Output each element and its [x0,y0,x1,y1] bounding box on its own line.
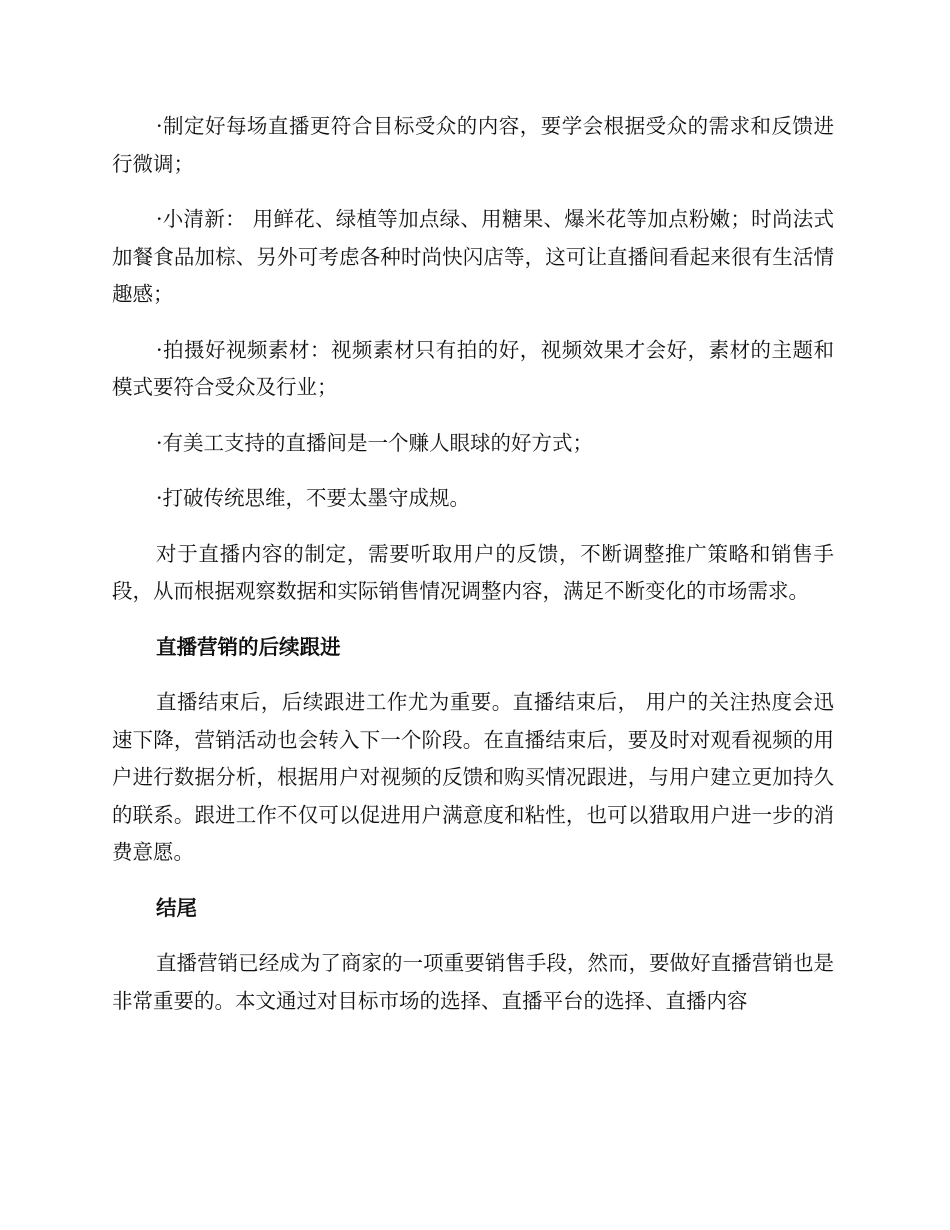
heading-conclusion: 结尾 [156,895,197,920]
paragraph-content-feedback: 对于直播内容的制定，需要听取用户的反馈，不断调整推广策略和销售手段，从而根据观察数据和实际销售情况调整内容，满足不断变化的市场需求。 [112,541,834,603]
bullet-item-video-material: ·拍摄好视频素材：视频素材只有拍的好，视频效果才会好，素材的主题和模式要符合受众及行业； [112,337,834,399]
bullet-item-content-fit: ·制定好每场直播更符合目标受众的内容，要学会根据受众的需求和反馈进行微调； [112,114,834,176]
bullet-item-art-support: ·有美工支持的直播间是一个赚人眼球的好方式； [156,430,594,455]
paragraph-followup: 直播结束后，后续跟进工作尤为重要。直播结束后， 用户的关注热度会迅速下降，营销活动也会转入下一个阶段。在直播结束后，要及时对观看视频的用户进行数据分析，根据用户对视频的反馈和购买情况跟进，与用户建立更加持久的联系。跟进工作不仅可以促进用户满意度和粘性，也可以猎取用户进一步的消费意愿。 [112,690,834,864]
bullet-item-break-tradition: ·打破传统思维，不要太墨守成规。 [156,486,471,510]
bullet-item-fresh-style: ·小清新： 用鲜花、绿植等加点绿、用糖果、爆米花等加点粉嫩；时尚法式加餐食品加棕、另外可考虑各种时尚快闪店等，这可让直播间看起来很有生活情趣感； [112,207,834,306]
heading-followup: 直播营销的后续跟进 [156,634,341,659]
document-page [112,108,834,1038]
paragraph-conclusion: 直播营销已经成为了商家的一项重要销售手段，然而，要做好直播营销也是非常重要的。本文通过对目标市场的选择、直播平台的选择、直播内容 [112,951,834,1013]
